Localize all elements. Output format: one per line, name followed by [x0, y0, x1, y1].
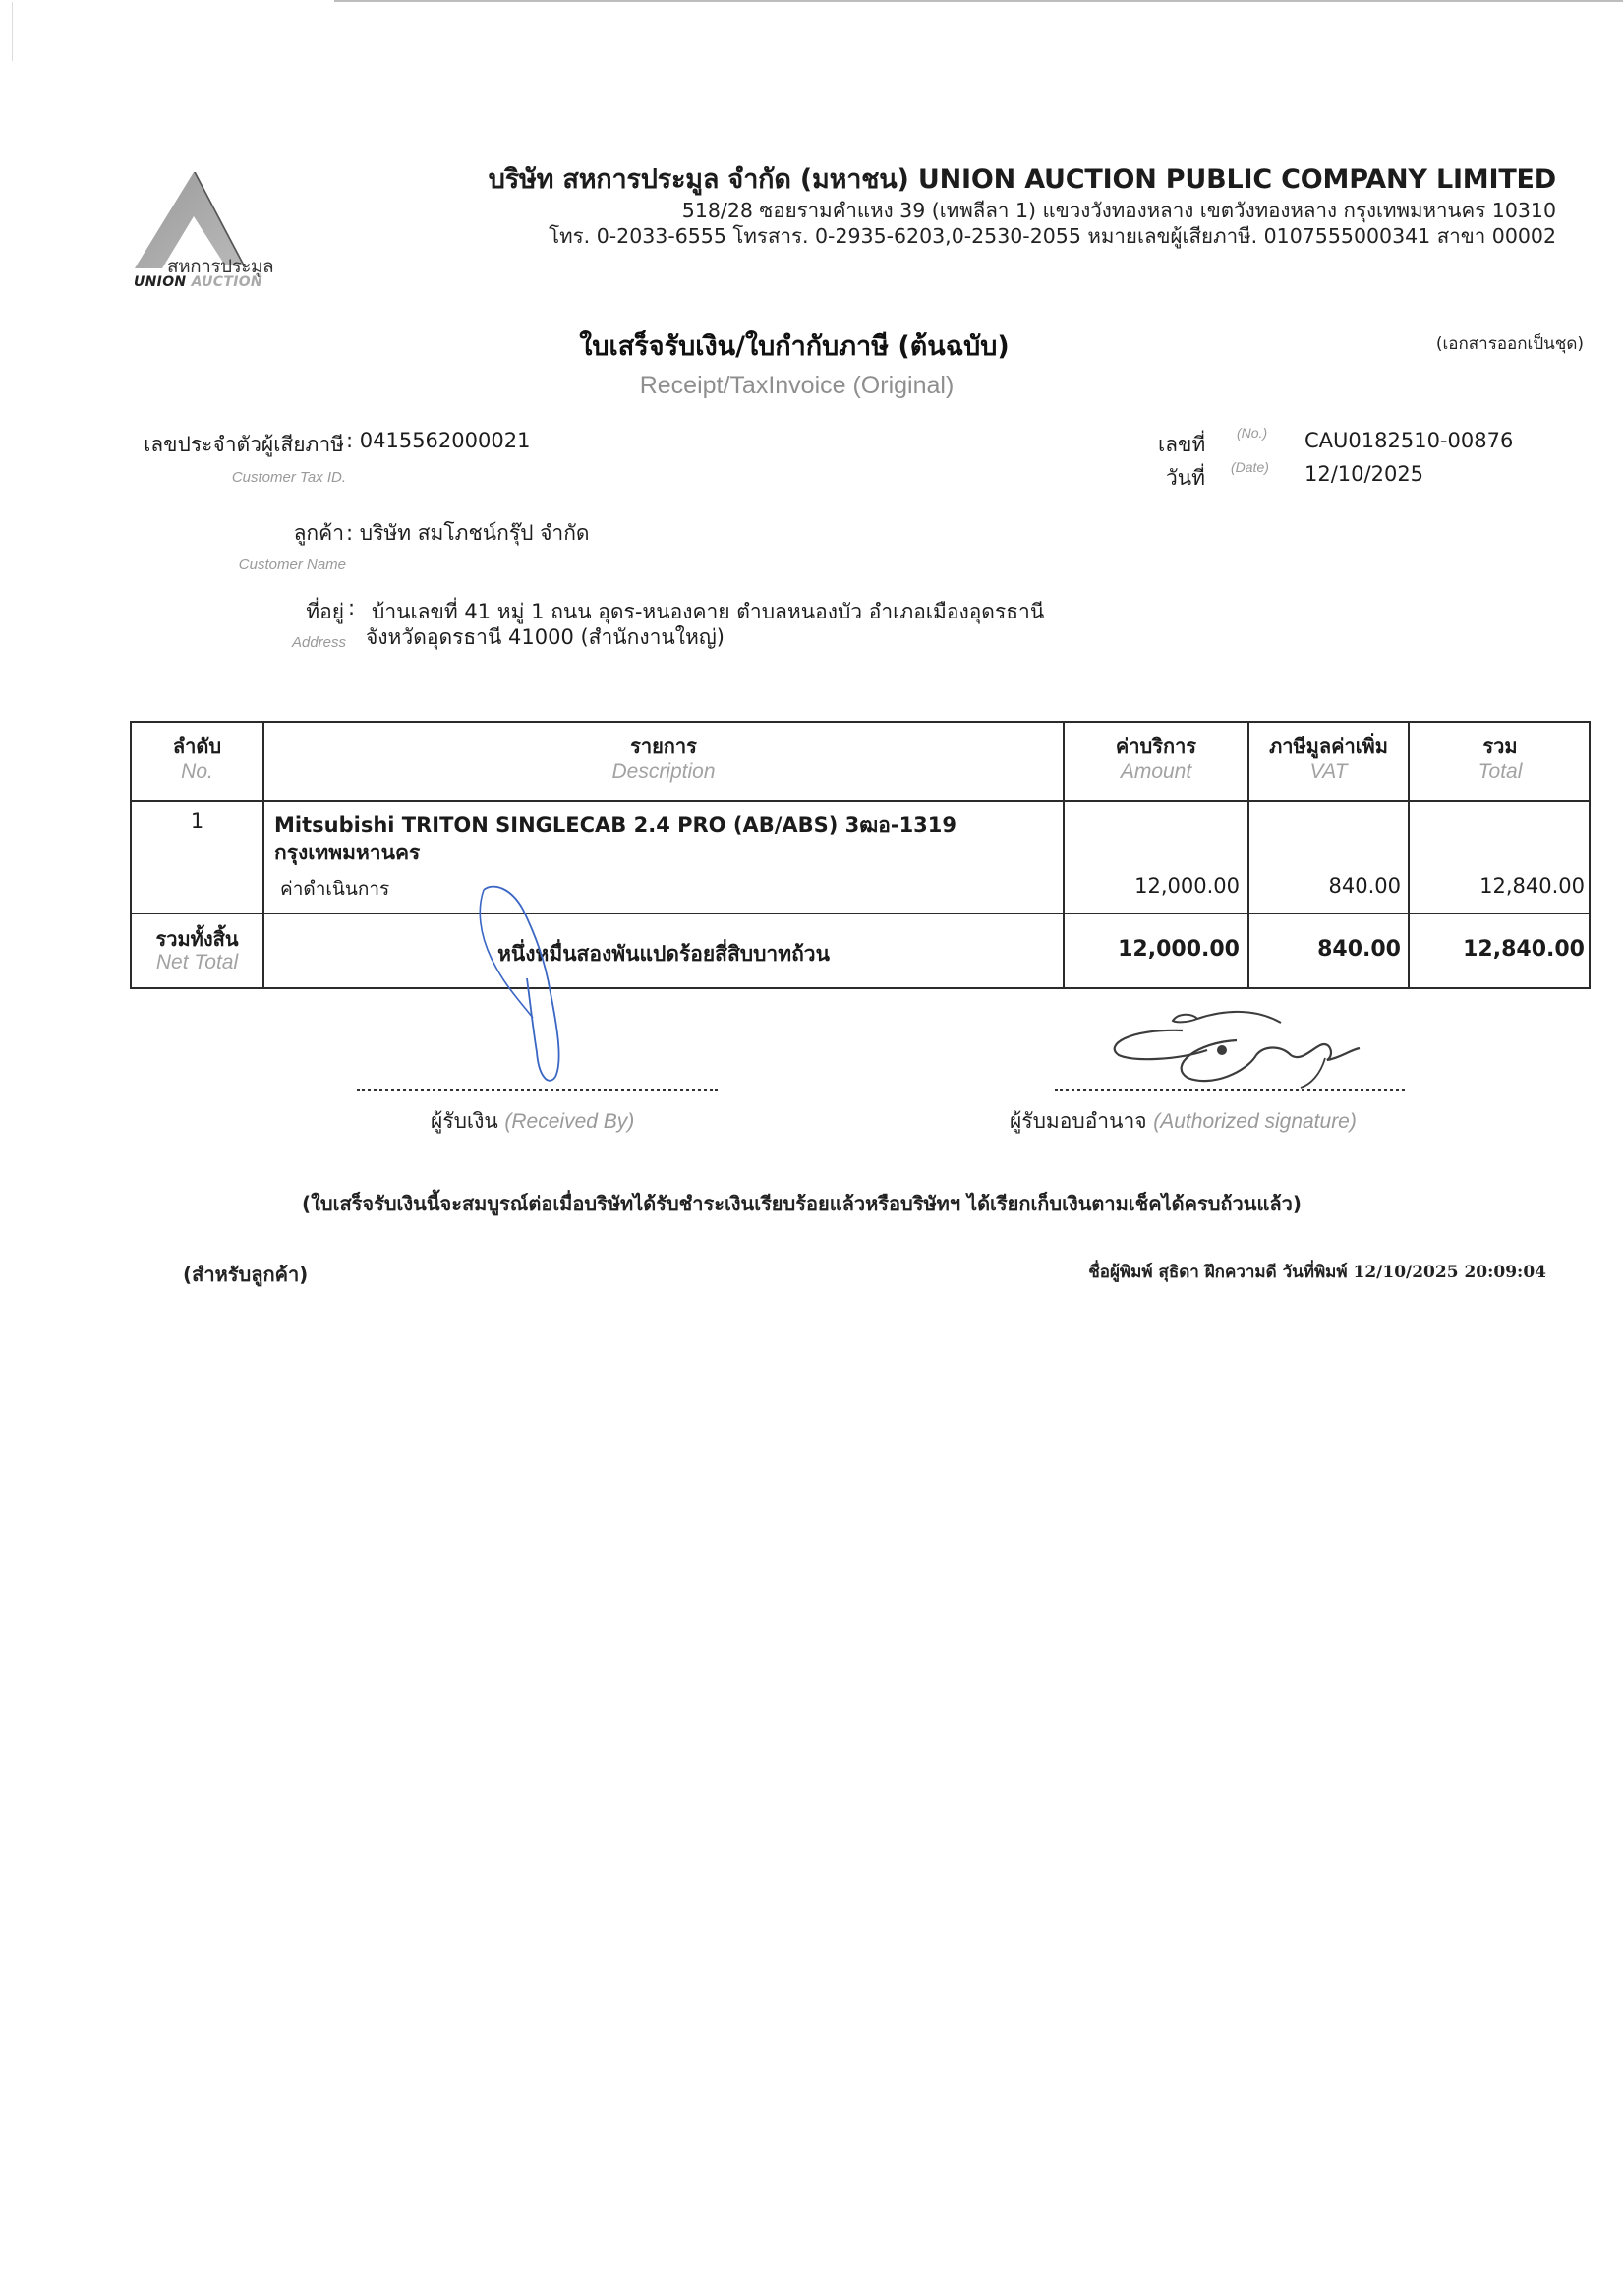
document-date-sub-label: (Date) [1231, 459, 1269, 475]
authorized-signature-icon [1099, 1001, 1384, 1089]
net-total-total: 12,840.00 [1463, 937, 1585, 962]
header-description-th: รายการ [630, 735, 697, 758]
received-by-label-en: (Received By) [504, 1110, 635, 1133]
address-line-1: บ้านเลขที่ 41 หมู่ 1 ถนน อุดร-หนองคาย ตำบลหนองบัว อำเภอเมืองอุดรธานี [372, 600, 1045, 623]
row-service-name: ค่าดำเนินการ [280, 878, 390, 900]
header-no-en: No. [181, 760, 213, 783]
logo-word-union: UNION [134, 274, 187, 290]
customer-name-sub-label: Customer Name [238, 557, 346, 573]
printed-by-info: ชื่อผู้พิมพ์ สุธิดา ฝึกความดี วันที่พิมพ์ 12/10/2025 20:09:04 [1088, 1263, 1546, 1282]
customer-name-label: ลูกค้า [293, 521, 344, 545]
header-amount-en: Amount [1120, 760, 1192, 783]
received-by-label [431, 1105, 634, 1138]
logo-name-english [134, 274, 262, 290]
net-total-vat: 840.00 [1317, 937, 1401, 962]
document-title-english-text: Receipt/TaxInvoice (Original) [639, 372, 955, 399]
row-amount: 12,000.00 [1134, 874, 1240, 898]
authorized-signature-label [1010, 1105, 1357, 1138]
document-number-label: เลขที่ [1158, 433, 1206, 456]
table-header-divider [132, 800, 1589, 802]
row-total: 12,840.00 [1479, 874, 1585, 898]
row-no: 1 [190, 809, 204, 833]
tax-id-sub-label: Customer Tax ID. [231, 469, 346, 486]
document-set-note: (เอกสารออกเป็นชุด) [1435, 334, 1584, 354]
header-vat-en: VAT [1309, 760, 1348, 783]
logo-word-auction: AUCTION [191, 274, 262, 290]
company-contact: โทร. 0-2033-6555 โทรสาร. 0-2935-6203,0-2530-2055 หมายเลขผู้เสียภาษี. 0107555000341 สาขา 00002 [549, 224, 1556, 248]
received-by-signature-line [357, 1089, 718, 1091]
address-sub-label: Address [291, 634, 346, 651]
row-item-line-1: Mitsubishi TRITON SINGLECAB 2.4 PRO (AB/ABS) 3ฒอ-1319 [274, 813, 957, 837]
net-total-label-th: รวมทั้งสิ้น [155, 927, 239, 951]
scan-edge-left [12, 2, 13, 61]
receipt-validity-notice [0, 1188, 1623, 1219]
company-logo [130, 165, 277, 293]
authorized-label-en: (Authorized signature) [1153, 1110, 1357, 1133]
header-no-th: ลำดับ [172, 735, 222, 758]
net-total-amount: 12,000.00 [1118, 937, 1240, 962]
net-total-label-en: Net Total [155, 951, 239, 973]
authorized-signature-line [1055, 1089, 1405, 1091]
receipt-validity-notice-text: (ใบเสร็จรับเงินนี้จะสมบูรณ์ต่อเมื่อบริษัทได้รับชำระเงินเรียบร้อยแล้วหรือบริษัทฯ ได้เรียกเก็บเงินตามเช็คได้ครบถ้วนแล้ว) [302, 1192, 1302, 1215]
header-description-en: Description [611, 760, 716, 783]
address-label: ที่อยู่ [306, 600, 344, 623]
authorized-label-th: ผู้รับมอบอำนาจ [1010, 1109, 1147, 1133]
logo-name-thai: สหการประมูล [167, 256, 274, 277]
header-total-th: รวม [1482, 735, 1518, 758]
tax-id-value: : 0415562000021 [346, 429, 531, 452]
document-date-label: วันที่ [1166, 466, 1205, 490]
document-title-thai [0, 324, 1623, 367]
document-number-value: CAU0182510-00876 [1304, 429, 1514, 452]
address-colon: : [348, 596, 356, 619]
customer-name-value: : บริษัท สมโภชน์กรุ๊ป จำกัด [346, 521, 590, 545]
receiver-signature-stroke-icon [472, 880, 590, 1087]
document-number-sub-label: (No.) [1237, 425, 1268, 441]
company-address: 518/28 ซอยรามคำแหง 39 (เทพลีลา 1) แขวงวังทองหลาง เขตวังทองหลาง กรุงเทพมหานคร 10310 [681, 199, 1556, 222]
header-vat-th: ภาษีมูลค่าเพิ่ม [1269, 735, 1388, 758]
scan-edge-top [334, 0, 1623, 2]
received-by-label-th: ผู้รับเงิน [431, 1109, 498, 1133]
row-vat: 840.00 [1328, 874, 1401, 898]
row-item-line-2: กรุงเทพมหานคร [274, 841, 421, 864]
tax-id-label: เลขประจำตัวผู้เสียภาษี [144, 433, 344, 456]
address-line-2: จังหวัดอุดรธานี 41000 (สำนักงานใหญ่) [366, 625, 725, 649]
header-amount-th: ค่าบริการ [1115, 735, 1197, 758]
document-title-english [0, 371, 1623, 400]
header-total-en: Total [1478, 760, 1523, 783]
document-date-value: 12/10/2025 [1304, 462, 1424, 486]
company-name: บริษัท สหการประมูล จำกัด (มหาชน) UNION AUCTION PUBLIC COMPANY LIMITED [488, 164, 1556, 195]
items-table [130, 721, 1591, 989]
customer-copy-label: (สำหรับลูกค้า) [183, 1263, 309, 1286]
table-total-divider [132, 913, 1589, 914]
document-title-thai-text: ใบเสร็จรับเงิน/ใบกำกับภาษี (ต้นฉบับ) [579, 331, 1010, 362]
amount-in-words: หนึ่งหมื่นสองพันแปดร้อยสี่สิบบาทถ้วน [497, 942, 830, 966]
